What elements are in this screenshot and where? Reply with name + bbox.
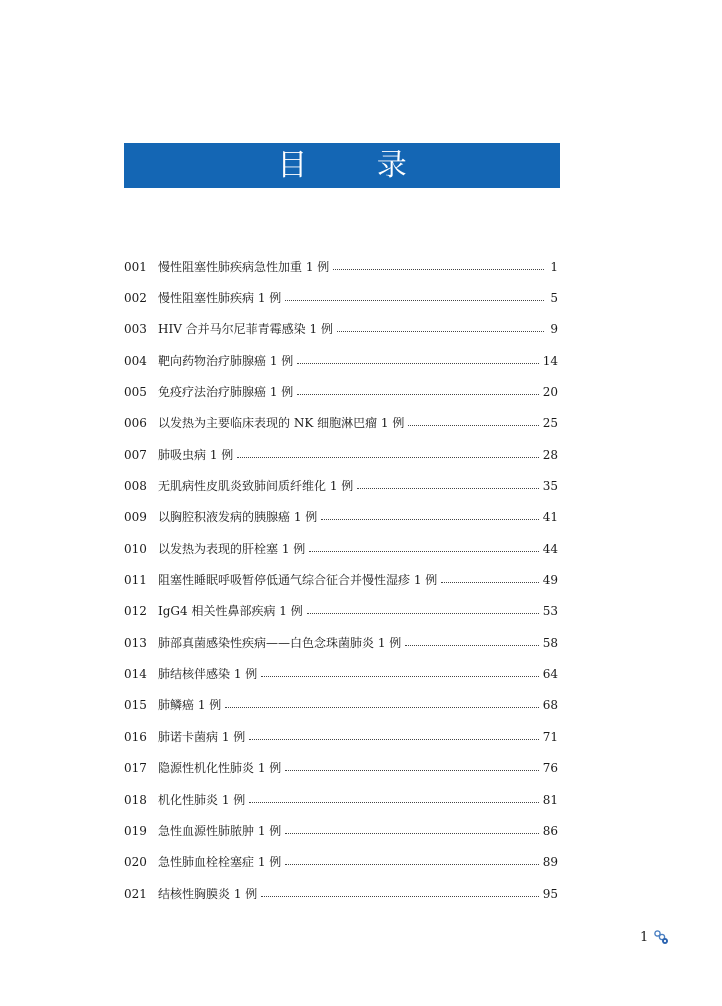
toc-entry[interactable] xyxy=(124,533,558,564)
dot-leader xyxy=(261,675,538,677)
dot-leader xyxy=(307,612,539,614)
toc-entry-title: 慢性阻塞性肺疾病 1 例 xyxy=(158,291,282,306)
dot-leader xyxy=(321,518,538,520)
toc-entry-page: 35 xyxy=(542,479,558,494)
toc-entry-number: 003 xyxy=(124,322,147,337)
toc-entry-page: 44 xyxy=(542,541,558,556)
toc-entry[interactable] xyxy=(124,282,558,313)
toc-entry-number: 014 xyxy=(124,667,147,682)
toc-entry-page: 86 xyxy=(542,823,558,838)
dot-leader xyxy=(297,393,538,395)
dot-leader xyxy=(297,362,538,364)
toc-entry[interactable] xyxy=(124,815,558,846)
dot-leader xyxy=(309,550,538,552)
toc-entry-number: 016 xyxy=(124,729,147,744)
toc-entry-number: 008 xyxy=(124,479,147,494)
link-settings-icon[interactable] xyxy=(653,929,669,945)
toc-entry-page: 20 xyxy=(542,385,558,400)
toc-entry-page: 89 xyxy=(542,855,558,870)
toc-entry-number: 015 xyxy=(124,698,147,713)
toc-entry[interactable] xyxy=(124,408,558,439)
toc-entry[interactable] xyxy=(124,502,558,533)
toc-entry[interactable] xyxy=(124,847,558,878)
toc-entry-page: 68 xyxy=(542,698,558,713)
toc-entry-number: 021 xyxy=(124,886,147,901)
dot-leader xyxy=(405,644,538,646)
toc-entry[interactable] xyxy=(124,470,558,501)
toc-entry-number: 006 xyxy=(124,416,147,431)
toc-entry[interactable] xyxy=(124,439,558,470)
toc-entry-number: 002 xyxy=(124,291,147,306)
dot-leader xyxy=(337,330,544,332)
toc-entry-title: 肺吸虫病 1 例 xyxy=(158,447,234,462)
title-bar xyxy=(124,143,560,188)
toc-entry-title: 肺部真菌感染性疾病——白色念珠菌肺炎 1 例 xyxy=(158,635,402,650)
toc-entry[interactable] xyxy=(124,376,558,407)
dot-leader xyxy=(285,832,538,834)
toc-entry-title: 急性血源性肺脓肿 1 例 xyxy=(158,823,282,838)
toc-entry-number: 005 xyxy=(124,385,147,400)
toc-entry-title: 阻塞性睡眠呼吸暂停低通气综合征合并慢性湿疹 1 例 xyxy=(158,573,438,588)
toc-entry-title: 以发热为主要临床表现的 NK 细胞淋巴瘤 1 例 xyxy=(158,416,405,431)
toc-entry[interactable] xyxy=(124,878,558,909)
toc-entry-title: 机化性肺炎 1 例 xyxy=(158,792,246,807)
toc-entry-page: 71 xyxy=(542,729,558,744)
toc-entry-title: 结核性胸膜炎 1 例 xyxy=(158,886,258,901)
dot-leader xyxy=(333,268,544,270)
toc-entry[interactable] xyxy=(124,753,558,784)
toc-entry-page: 81 xyxy=(542,792,558,807)
toc-entry-title: 肺诺卡菌病 1 例 xyxy=(158,729,246,744)
dot-leader xyxy=(249,738,538,740)
dot-leader xyxy=(285,769,538,771)
toc-entry-title: IgG4 相关性鼻部疾病 1 例 xyxy=(158,604,303,619)
toc-entry-title: 肺结核伴感染 1 例 xyxy=(158,667,258,682)
toc-entry-title: 靶向药物治疗肺腺癌 1 例 xyxy=(158,353,294,368)
toc-entry[interactable] xyxy=(124,564,558,595)
toc-entry-number: 020 xyxy=(124,855,147,870)
toc-entry-title: HIV 合并马尔尼菲青霉感染 1 例 xyxy=(158,322,333,337)
dot-leader xyxy=(249,801,538,803)
toc-entry[interactable] xyxy=(124,251,558,282)
dot-leader xyxy=(408,424,538,426)
toc-entry-page: 9 xyxy=(550,322,558,337)
toc-entry-page: 14 xyxy=(542,353,558,368)
dot-leader xyxy=(237,456,538,458)
toc-entry-number: 019 xyxy=(124,823,147,838)
toc-entry-number: 011 xyxy=(124,573,147,588)
toc-entry-number: 010 xyxy=(124,541,147,556)
toc-entry[interactable] xyxy=(124,690,558,721)
dot-leader xyxy=(357,487,538,489)
dot-leader xyxy=(285,863,538,865)
toc-entry-page: 58 xyxy=(542,635,558,650)
toc-entry-number: 017 xyxy=(124,761,147,776)
toc-entry[interactable] xyxy=(124,784,558,815)
toc-entry[interactable] xyxy=(124,627,558,658)
toc-entry[interactable] xyxy=(124,314,558,345)
toc-entry-number: 007 xyxy=(124,447,147,462)
toc-entry-page: 49 xyxy=(542,573,558,588)
toc-entry-number: 009 xyxy=(124,510,147,525)
toc-entry-title: 隐源性机化性肺炎 1 例 xyxy=(158,761,282,776)
toc-entry-title: 肺鳞癌 1 例 xyxy=(158,698,222,713)
toc-entry-number: 012 xyxy=(124,604,147,619)
dot-leader xyxy=(261,895,538,897)
toc-entry-page: 25 xyxy=(542,416,558,431)
toc-entry-title: 慢性阻塞性肺疾病急性加重 1 例 xyxy=(158,259,330,274)
toc-entry-number: 018 xyxy=(124,792,147,807)
toc-entry-number: 001 xyxy=(124,259,147,274)
toc-entry[interactable] xyxy=(124,596,558,627)
toc-entry-page: 41 xyxy=(542,510,558,525)
dot-leader xyxy=(225,706,538,708)
toc-entry-page: 1 xyxy=(550,259,558,274)
toc-entry[interactable] xyxy=(124,721,558,752)
toc-entry[interactable] xyxy=(124,345,558,376)
dot-leader xyxy=(285,299,544,301)
toc-entry-title: 免疫疗法治疗肺腺癌 1 例 xyxy=(158,385,294,400)
dot-leader xyxy=(441,581,538,583)
toc-entry-page: 28 xyxy=(542,447,558,462)
toc-entry-title: 急性肺血栓栓塞症 1 例 xyxy=(158,855,282,870)
toc-entry-page: 76 xyxy=(542,761,558,776)
toc-entry-page: 5 xyxy=(550,291,558,306)
toc-entry-page: 64 xyxy=(542,667,558,682)
page-title: 目 录 xyxy=(277,147,437,183)
toc-entry-number: 013 xyxy=(124,635,147,650)
toc-entry-page: 95 xyxy=(542,886,558,901)
toc-entry-title: 无肌病性皮肌炎致肺间质纤维化 1 例 xyxy=(158,479,354,494)
toc-entry-title: 以发热为表现的肝栓塞 1 例 xyxy=(158,541,306,556)
table-of-contents xyxy=(124,251,558,909)
page-number: 1 xyxy=(640,930,649,945)
toc-entry[interactable] xyxy=(124,658,558,689)
toc-entry-title: 以胸腔积液发病的胰腺癌 1 例 xyxy=(158,510,318,525)
toc-entry-page: 53 xyxy=(542,604,558,619)
toc-entry-number: 004 xyxy=(124,353,147,368)
